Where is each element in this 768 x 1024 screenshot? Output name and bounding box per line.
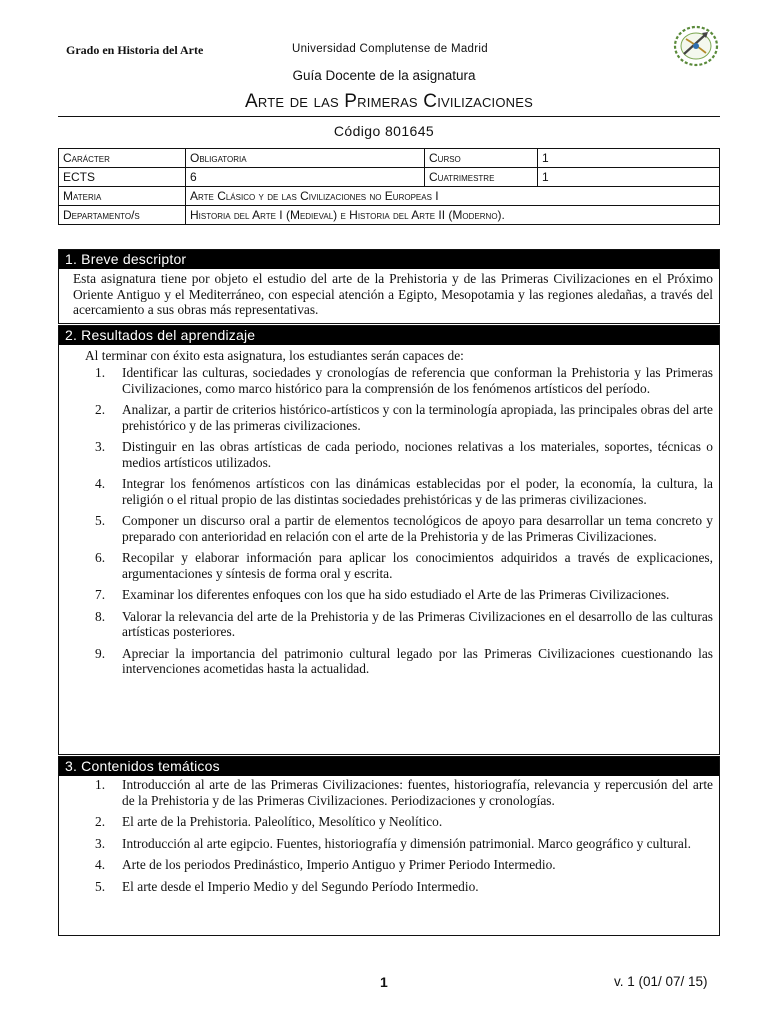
document-subtitle: Guía Docente de la asignatura [292, 68, 476, 83]
list-item-number: 3. [95, 835, 106, 851]
list-item-number: 2. [95, 814, 106, 829]
list-item [59, 402, 713, 433]
list-item-number: 7. [95, 587, 106, 602]
departamento-value: Historia del Arte I (Medieval) e Historia del Arte II (Moderno). [186, 206, 720, 225]
header-program: Grado en Historia del Arte [66, 43, 204, 57]
curso-value: 1 [538, 149, 720, 168]
info-row-departamento [59, 206, 720, 225]
info-row-ects [59, 168, 720, 187]
section-heading: 1. Breve descriptor [59, 250, 719, 269]
materia-label: Materia [59, 187, 186, 206]
list-item-number: 1. [95, 777, 106, 792]
ects-label: ECTS [59, 168, 186, 187]
list-item [59, 857, 713, 873]
list-item-number: 6. [95, 550, 106, 565]
list-item-number: 4. [95, 857, 106, 872]
section-heading: 3. Contenidos temáticos [59, 757, 719, 776]
section-contenidos [58, 756, 720, 936]
list-item [59, 439, 713, 470]
list-item-number: 9. [95, 645, 106, 661]
course-code: Código 801645 [333, 123, 435, 139]
section-heading: 2. Resultados del aprendizaje [59, 326, 719, 345]
version-label: v. 1 (01/ 07/ 15) [614, 974, 708, 989]
cuatrimestre-label: Cuatrimestre [425, 168, 538, 187]
header-university: Universidad Complutense de Madrid [292, 43, 488, 55]
info-row-materia [59, 187, 720, 206]
list-item [59, 879, 713, 895]
departamento-label: Departamento/s [59, 206, 186, 225]
list-item-number: 2. [95, 402, 106, 417]
list-item-number: 1. [95, 365, 106, 380]
list-item [59, 476, 713, 507]
university-seal-icon [672, 24, 720, 68]
list-item-text: Recopilar y elaborar información para aplicar los conocimientos adquiridos a través de explicaciones, argumentaciones y síntesis de forma oral y escrita. [122, 550, 713, 581]
list-item-text: Arte de los periodos Predinástico, Imperio Antiguo y Primer Periodo Intermedio. [122, 857, 556, 872]
list-item [59, 609, 713, 640]
section-descriptor [58, 249, 720, 324]
descriptor-text: Esta asignatura tiene por objeto el estudio del arte de la Prehistoria y de las Primeras Civilizaciones en el Próximo Oriente Antiguo y el Mediterráneo, con especial atención a Egipto, Mesopotamia y las regiones aledañas, a través del acercamiento a sus obras más representativas. [73, 271, 713, 317]
list-item-text: El arte desde el Imperio Medio y del Segundo Período Intermedio. [122, 878, 479, 894]
list-item-text: Componer un discurso oral a partir de elementos tecnológicos de apoyo para desarrollar un tema concreto y preparado con anterioridad en relación con el arte de la Prehistoria y de las Primeras Civilizaciones. [122, 513, 713, 544]
cuatrimestre-value: 1 [538, 168, 720, 187]
list-item-number: 5. [95, 878, 106, 894]
course-info-table [58, 148, 720, 225]
materia-value: Arte Clásico y de las Civilizaciones no Europeas I [186, 187, 720, 206]
list-item-text: Valorar la relevancia del arte de la Prehistoria y de las Primeras Civilizaciones en el desarrollo de las culturas artísticas posteriores. [122, 608, 713, 639]
list-item-number: 8. [95, 608, 106, 624]
caracter-label: Carácter [59, 149, 186, 168]
list-item [59, 365, 713, 396]
course-title: Arte de las Primeras Civilizaciones [245, 91, 533, 112]
list-item-text: Analizar, a partir de criterios histórico-artísticos y con la terminología apropiada, las principales obras del arte prehistórico y de las primeras civilizaciones. [122, 402, 713, 433]
list-item-text: Distinguir en las obras artísticas de cada periodo, nociones relativas a los materiales, soportes, técnicas o medios artísticos utilizados. [122, 439, 713, 470]
info-row-caracter [59, 149, 720, 168]
page-number: 1 [380, 974, 388, 990]
ects-value: 6 [186, 168, 425, 187]
resultados-intro: Al terminar con éxito esta asignatura, los estudiantes serán capaces de: [85, 348, 464, 363]
list-item-text: Apreciar la importancia del patrimonio cultural legado por las Primeras Civilizaciones cuestionando las intervenciones acometidas hasta la actualidad. [122, 645, 713, 676]
list-item [59, 777, 713, 808]
contenidos-list [59, 776, 719, 894]
list-item [59, 550, 713, 581]
list-item [59, 587, 713, 603]
list-item-text: Introducción al arte de las Primeras Civilizaciones: fuentes, historiografía, relevancia y repercusión del arte de la Prehistoria y de las Primeras Civilizaciones. Periodizaciones y cronologías. [122, 777, 713, 808]
list-item [59, 836, 713, 852]
caracter-value: Obligatoria [186, 149, 425, 168]
title-divider [58, 116, 720, 117]
list-item-text: Examinar los diferentes enfoques con los que ha sido estudiado el Arte de las Primeras Civilizaciones. [122, 587, 670, 602]
curso-label: Curso [425, 149, 538, 168]
list-item-number: 5. [95, 513, 106, 528]
list-item [59, 814, 713, 830]
resultados-list [59, 365, 719, 677]
list-item [59, 646, 713, 677]
list-item-text: Introducción al arte egipcio. Fuentes, historiografía y dimensión patrimonial. Marco geográfico y cultural. [122, 835, 691, 851]
section-resultados [58, 325, 720, 755]
list-item-number: 4. [95, 476, 106, 491]
list-item-text: El arte de la Prehistoria. Paleolítico, Mesolítico y Neolítico. [122, 814, 443, 829]
list-item [59, 513, 713, 544]
list-item-text: Identificar las culturas, sociedades y cronologías de referencia que conforman la Prehistoria y las Primeras Civilizaciones, como marco histórico para la comprensión de los fenómenos artísticos del período. [122, 365, 713, 396]
list-item-text: Integrar los fenómenos artísticos con las dinámicas establecidas por el poder, la economía, la cultura, la religión o el ritual propio de las distintas sociedades prehistóricas y de las primeras civilizaciones. [122, 476, 713, 507]
list-item-number: 3. [95, 439, 106, 454]
